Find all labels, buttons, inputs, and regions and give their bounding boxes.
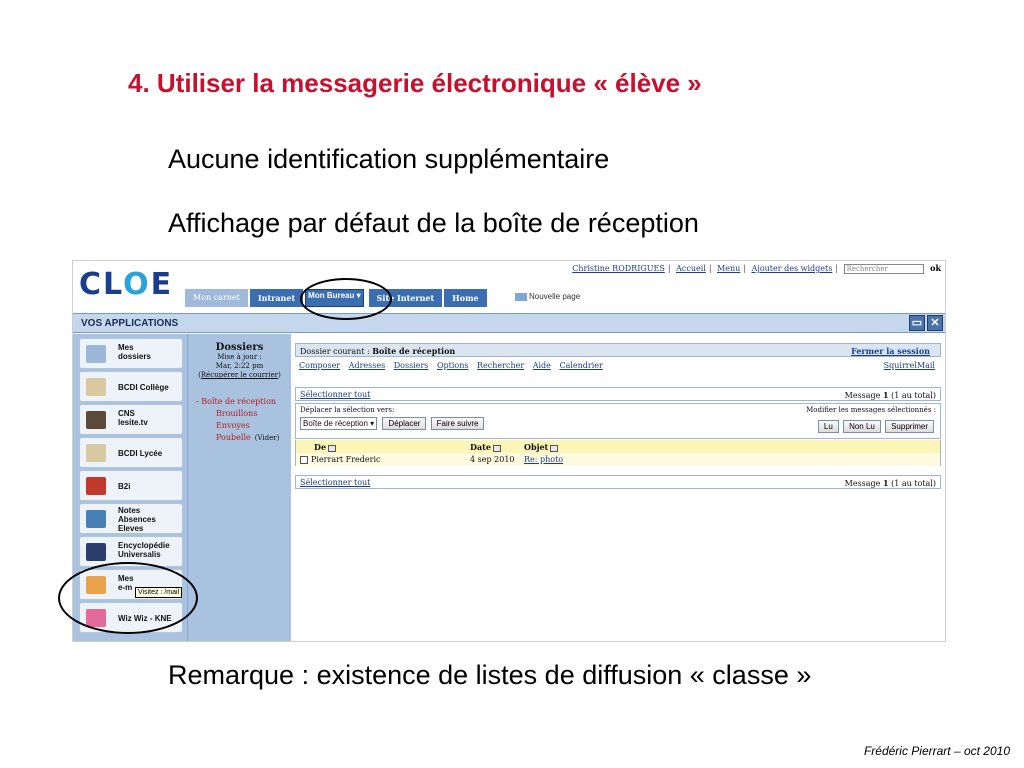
search-ok-button[interactable]: ok [930,263,941,273]
top-links: Christine RODRIGUES | Accueil | Menu | Ajouter des widgets | Rechercher ok [572,263,941,273]
folder-drafts[interactable]: Brouillons [216,409,258,418]
app-universalis[interactable]: Encyclopédie Universalis [79,536,183,567]
message-count-top: Message 1 (1 au total) [844,390,936,400]
logout-link[interactable]: Fermer la session [851,346,930,356]
restore-icon[interactable]: ▭ [909,315,925,331]
folders-panel: Dossiers Mise à jour : Mar, 2:22 pm (Récupérer le courrier) - Boîte de réception Brouillons Envoyes Poubelle (Vider) [187,334,291,642]
bcdi-icon [86,444,106,462]
select-all-bottom[interactable]: Sélectionner tout [300,478,371,487]
folder-sent[interactable]: Envoyes [216,421,250,430]
search-input[interactable]: Rechercher [844,264,924,274]
menu-help[interactable]: Aide [532,361,551,370]
updated-label: Mise à jour : [217,353,262,361]
menu-options[interactable]: Options [436,361,469,370]
page-icon [515,293,527,301]
b2i-icon [86,477,106,495]
menu-search[interactable]: Rechercher [477,361,525,370]
remark-text: Remarque : existence de listes de diffusion « classe » [168,660,812,690]
close-icon[interactable]: ✕ [927,315,943,331]
actions-box [295,403,941,439]
move-button[interactable]: Déplacer [382,417,426,430]
row-date: 4 sep 2010 [470,455,515,464]
slide-title: 4. Utiliser la messagerie électronique « élève » [128,68,702,98]
col-date[interactable]: Date [470,442,501,452]
select-all-top[interactable]: Sélectionner tout [300,390,371,399]
menu-calendar[interactable]: Calendrier [559,361,603,370]
message-count-bottom: Message 1 (1 au total) [844,478,936,488]
delete-button[interactable]: Supprimer [885,420,934,433]
fetch-mail-link[interactable]: Récupérer le courrier [200,371,279,379]
sort-icon[interactable] [550,445,558,452]
menu-link[interactable]: Menu [717,264,741,273]
applications-header [73,313,946,333]
tab-mon-bureau[interactable]: Mon Bureau ▾ [305,289,363,307]
select-all-bar-bottom [295,475,941,489]
mark-read-button[interactable]: Lu [818,420,839,433]
modify-label: Modifier les messages sélectionnés : [806,406,936,414]
bullet-default-view: Affichage par défaut de la boîte de réception [168,208,699,238]
empty-trash-link[interactable]: (Vider) [254,434,280,442]
tab-home[interactable]: Home [444,289,486,307]
row-checkbox[interactable] [300,456,308,464]
message-table-header [295,440,941,453]
top-bar [73,261,946,311]
tab-site-internet[interactable]: Site Internet [369,289,443,307]
app-mes-emails[interactable]: Mes e-m [79,569,183,600]
updated-date: Mar, 2:22 pm [215,362,264,370]
app-cns[interactable]: CNS lesite.tv [79,404,183,435]
folder-trash[interactable]: Poubelle [216,433,251,442]
app-bcdi-lycee[interactable]: BCDI Lycée [79,437,183,468]
notes-icon [86,510,106,528]
row-from: Pierrart Frederic [311,455,381,464]
add-widgets-link[interactable]: Ajouter des widgets [751,264,833,273]
mail-menu [295,359,941,372]
col-from[interactable]: De [314,442,336,452]
select-all-bar-top [295,387,941,401]
bullet-identification: Aucune identification supplémentaire [168,144,610,174]
menu-compose[interactable]: Composer [299,361,341,370]
home-link[interactable]: Accueil [676,264,706,273]
highlight-mes-emails [58,562,198,634]
current-folder: Boîte de réception [372,346,456,356]
app-bcdi-college[interactable]: BCDI Collège [79,371,183,402]
cns-icon [86,411,106,429]
app-b2i[interactable]: B2i [79,470,183,501]
app-mes-dossiers[interactable]: Mes dossiers [79,338,183,369]
current-folder-bar: Dossier courant : Boîte de réception Fermer la session [295,343,941,357]
move-label: Déplacer la sélection vers: [300,406,395,414]
tooltip: Visitez : /mail [135,587,182,598]
highlight-mon-bureau [300,278,392,320]
user-link[interactable]: Christine RODRIGUES [572,264,665,273]
folder-icon [86,345,106,363]
footer-credit: Frédéric Pierrart – oct 2010 [863,744,1010,758]
tab-intranet[interactable]: Intranet [250,289,303,307]
cloe-logo[interactable]: CLOE [79,267,174,302]
tab-mon-carnet[interactable]: Mon carnet [185,289,248,307]
move-target-select[interactable]: Boîte de réception ▾ [300,417,377,430]
table-row[interactable] [295,453,941,466]
menu-folders[interactable]: Dossiers [393,361,429,370]
folder-inbox[interactable]: Boîte de réception [201,397,277,406]
forward-button[interactable]: Faire suivre [431,417,485,430]
app-wizwiz[interactable]: Wiz Wiz - KNE [79,602,183,633]
sort-icon[interactable] [328,445,336,452]
screenshot-cloe [72,260,946,642]
sort-icon[interactable] [493,445,501,452]
bcdi-icon [86,378,106,396]
squirrelmail-link[interactable]: SquirrelMail [883,361,935,370]
mark-unread-button[interactable]: Non Lu [843,420,881,433]
universalis-icon [86,543,106,561]
applications-title: VOS APPLICATIONS [81,318,179,329]
app-notes[interactable]: Notes Absences Eleves [79,503,183,534]
folders-heading: Dossiers [215,342,264,353]
new-page-link[interactable]: Nouvelle page [515,292,580,301]
col-subject[interactable]: Objet [524,442,558,452]
row-subject-link[interactable]: Re: photo [524,455,564,464]
mail-pane [295,339,941,639]
menu-addresses[interactable]: Adresses [348,361,386,370]
